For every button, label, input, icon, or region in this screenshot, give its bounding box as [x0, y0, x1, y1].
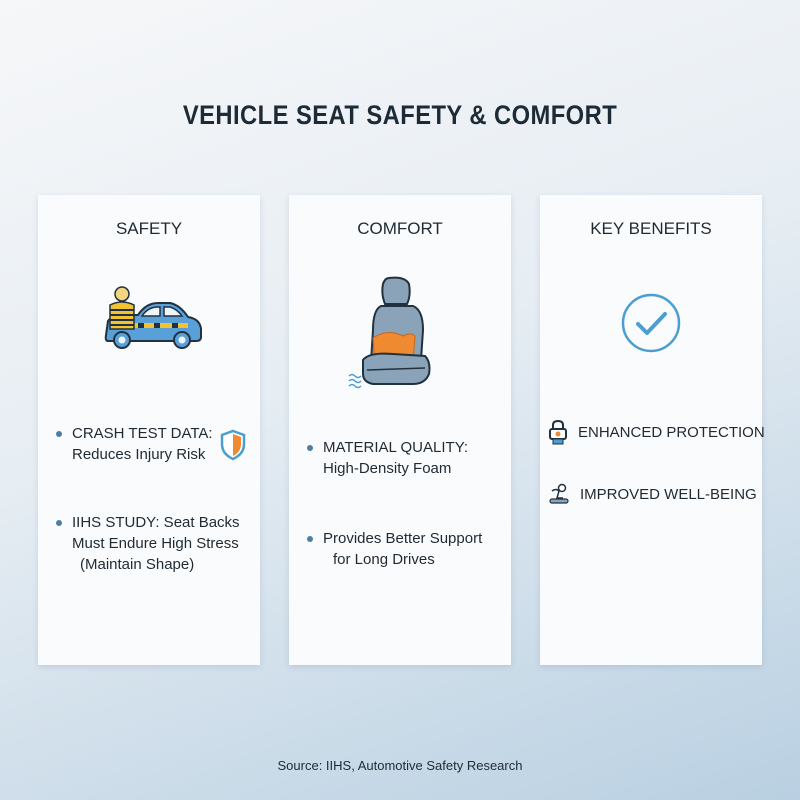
source-note: Source: IIHS, Automotive Safety Research [277, 758, 523, 773]
car-seat-icon [333, 270, 453, 390]
car-crash-dummy-icon [100, 285, 204, 355]
bullet-line: for Long Drives [333, 551, 435, 568]
key-benefits-card [540, 195, 765, 665]
card-heading: SAFETY [115, 219, 183, 238]
bullet-line: Provides Better Support [323, 530, 483, 547]
bullet-line: Reduces Injury Risk [72, 446, 206, 463]
bullet-material-quality [307, 437, 468, 479]
bullet-line: CRASH TEST DATA: [72, 425, 213, 442]
person-relaxing-icon [548, 483, 570, 505]
bullet-crash-test [56, 423, 213, 465]
card-heading: KEY BENEFITS [590, 219, 712, 238]
bullet-iihs-study [56, 512, 240, 575]
bullet-dot [307, 445, 313, 451]
card-heading: COMFORT [357, 219, 443, 238]
bullet-line: (Maintain Shape) [80, 556, 195, 573]
bullet-support [307, 528, 482, 570]
shield-icon [220, 429, 246, 461]
bullet-dot [307, 536, 313, 542]
bullet-line: IIHS STUDY: Seat Backs [72, 514, 240, 531]
benefit-enhanced-protection [548, 419, 765, 445]
bullet-dot [56, 520, 62, 526]
bullet-line: MATERIAL QUALITY: [323, 439, 469, 456]
lock-icon [548, 419, 568, 445]
checkmark-circle-icon [620, 292, 682, 354]
benefit-improved-well-being [548, 483, 757, 505]
benefit-label: IMPROVED WELL-BEING [580, 485, 757, 503]
bullet-line: High-Density Foam [323, 460, 452, 477]
comfort-card [289, 195, 511, 665]
bullet-dot [56, 431, 62, 437]
bullet-line: Must Endure High Stress [72, 535, 239, 552]
benefit-label: ENHANCED PROTECTION [578, 423, 765, 441]
safety-card [38, 195, 260, 665]
page-title: VEHICLE SEAT SAFETY & COMFORT [182, 100, 618, 130]
